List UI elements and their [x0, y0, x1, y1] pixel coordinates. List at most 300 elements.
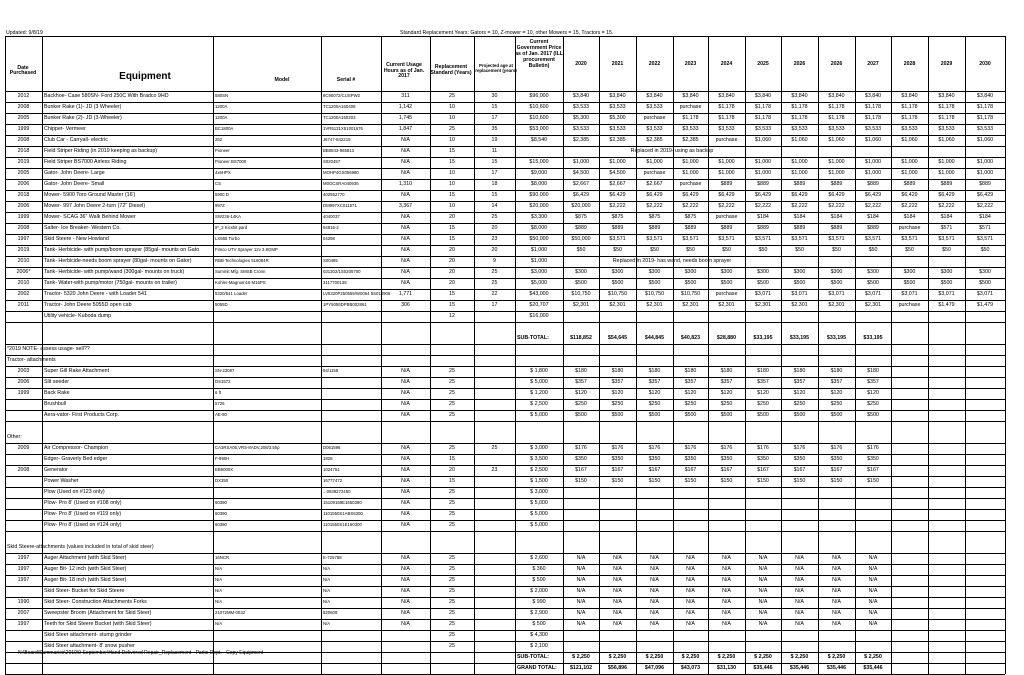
cell-year-4: purchase [715, 214, 738, 220]
header-year: 2030 [979, 61, 991, 67]
cell-year-5: $2,222 [754, 203, 772, 209]
cell-equipment: Slit seeder [44, 379, 70, 385]
cell-model: 6 ft [215, 390, 221, 395]
header-replacement: Replacement Standard (Years) [430, 64, 472, 76]
cell-year-8: $35,446 [863, 665, 883, 671]
cell-year-5: $250 [757, 401, 769, 407]
column-border [708, 36, 709, 674]
cell-projected: 25 [491, 445, 498, 451]
cell-replacement: 25 [449, 577, 455, 583]
cell-price: $ 2,000 [530, 588, 548, 594]
cell-equipment: Back Rake [44, 390, 70, 396]
cell-replacement: 25 [449, 390, 455, 396]
cell-equipment: Gator- John Deere- Small [44, 181, 105, 187]
cell-price: $16,000 [529, 313, 549, 319]
cell-year-6: $35,446 [789, 665, 810, 671]
cell-year-5: $6,429 [754, 192, 772, 198]
cell-year-0: $875 [575, 214, 587, 220]
table-row [0, 586, 1, 597]
cell-year-2: $300 [648, 269, 661, 275]
table-row [0, 399, 1, 410]
cell-year-4: $6,429 [718, 192, 735, 198]
cell-price: $20,707 [529, 302, 549, 308]
cell-equipment: Plow- Pro 8' (Used on #124 only) [44, 522, 122, 528]
cell-year-9: $3,571 [901, 236, 918, 242]
cell-year-0: N/A [576, 599, 586, 605]
cell-year-1: $50 [613, 247, 622, 253]
cell-year-7: $250 [830, 401, 843, 407]
cell-year-3: N/A [686, 621, 695, 627]
cell-projected: 15 [491, 104, 498, 110]
cell-serial: 8C90072/CUSPW2 [323, 93, 361, 98]
column-border [891, 36, 892, 674]
cell-replacement: 25 [449, 401, 455, 407]
cell-year-11: $50 [980, 247, 990, 253]
cell-serial: 15109169E1650390 [323, 500, 362, 505]
column-border [430, 36, 431, 674]
table-row [0, 190, 1, 201]
cell-year-4: $889 [720, 181, 733, 187]
cell-year-4: $1,000 [718, 170, 735, 176]
cell-price: $ 1,500 [530, 478, 548, 484]
cell-model: Kohler-Magnum16 M16PS [215, 280, 266, 285]
cell-year-1: $150 [611, 478, 624, 484]
cell-year-10: $1,479 [938, 302, 955, 308]
cell-year-7: $3,533 [828, 126, 845, 132]
cell-year-2: $3,840 [646, 93, 663, 99]
cell-year-2: $167 [648, 467, 661, 473]
cell-year-6: $357 [793, 379, 806, 385]
cell-date: 2006* [16, 269, 31, 275]
cell-year-5: $3,571 [754, 236, 772, 242]
cell-year-0: $250 [575, 401, 587, 407]
header-model: Model [274, 77, 290, 83]
cell-price: SUB-TOTAL: [517, 654, 549, 660]
cell-equipment: Super Gill Rake Attachment [44, 368, 110, 374]
cell-year-8: $50 [868, 247, 878, 253]
cell-serial: 1024751 [323, 467, 340, 472]
cell-projected: 15 [491, 192, 498, 198]
cell-year-7: $1,000 [828, 159, 845, 165]
cell-year-3: $176 [684, 445, 697, 451]
cell-replacement: 25 [449, 555, 455, 561]
table-row [0, 168, 1, 179]
table-row [0, 630, 1, 641]
cell-date: 2011 [17, 302, 30, 308]
cell-replacement: 10 [449, 203, 455, 209]
cell-year-1: $54,645 [607, 335, 628, 341]
cell-year-5: $500 [757, 412, 769, 418]
cell-year-9: $1,060 [901, 137, 918, 143]
cell-year-7: $ 2,250 [827, 654, 846, 660]
cell-year-8: $250 [867, 401, 879, 407]
cell-year-1: $357 [611, 379, 624, 385]
cell-year-7: $2,301 [828, 302, 845, 308]
cell-year-8: N/A [868, 621, 878, 627]
cell-date: 1997 [17, 236, 30, 242]
cell-serial: N/A [323, 599, 331, 604]
cell-date: 2008 [17, 104, 30, 110]
table-row [0, 663, 1, 674]
cell-date: 1997 [17, 566, 30, 572]
cell-serial: 94/1158 [323, 368, 339, 373]
cell-year-10: $3,071 [938, 291, 955, 297]
cell-year-10: $3,840 [938, 93, 955, 99]
cell-price: $53,000 [529, 126, 549, 132]
cell-year-11: $1,178 [976, 115, 994, 121]
table-row [0, 245, 1, 256]
cell-price: $ 360 [532, 566, 546, 572]
cell-year-11: $500 [979, 280, 991, 286]
cell-serial: 04298 [323, 236, 335, 241]
cell-year-3: N/A [686, 588, 695, 594]
cell-replacement: 25 [449, 566, 455, 572]
cell-price: $ 5,000 [530, 522, 548, 528]
cell-year-4: $1,000 [718, 159, 735, 165]
cell-year-9: $1,178 [901, 104, 918, 110]
cell-year-3: $ 2,250 [681, 654, 700, 660]
cell-year-4: N/A [722, 610, 731, 616]
cell-year-2: $ 2,250 [645, 654, 664, 660]
cell-equipment: Chipper- Vermeer [44, 126, 86, 132]
column-border [321, 36, 322, 674]
cell-year-8: $2,301 [864, 302, 882, 308]
cell-year-8: N/A [868, 599, 878, 605]
header-date: Date Purchased [9, 65, 37, 77]
cell-replacement: 25 [449, 445, 455, 451]
cell-equipment: Mower- SCAG 36" Walk Behind Mower [44, 214, 136, 220]
cell-year-1: $56,896 [607, 665, 628, 671]
cell-year-1: $120 [611, 390, 624, 396]
cell-year-7: $500 [830, 412, 843, 418]
cell-equipment: Skid Steer- Bucket for Skid Steere [44, 588, 125, 594]
cell-year-9: $3,840 [901, 93, 918, 99]
cell-serial: 94816-2 [323, 225, 339, 230]
cell-date: 2010 [17, 258, 30, 264]
cell-model: N/A [215, 588, 223, 593]
cell-price: $ 5,000 [530, 412, 548, 418]
table-row [0, 487, 1, 498]
cell-year-3: N/A [686, 599, 695, 605]
cell-projected: 25 [491, 280, 498, 286]
cell-year-7: $1,060 [828, 137, 845, 143]
cell-year-3: N/A [686, 610, 695, 616]
cell-year-11: $184 [979, 214, 991, 220]
cell-year-4: $3,840 [718, 93, 735, 99]
cell-year-7: $889 [830, 181, 843, 187]
cell-year-11: $3,071 [976, 291, 994, 297]
cell-year-2: $250 [648, 401, 661, 407]
cell-year-3: $300 [684, 269, 697, 275]
cell-date: 1999 [17, 214, 30, 220]
cell-projected: 17 [491, 302, 498, 308]
cell-replacement: 15 [449, 302, 455, 308]
cell-year-8: N/A [868, 555, 878, 561]
cell-year-2: $6,429 [646, 192, 663, 198]
cell-year-8: $500 [867, 412, 879, 418]
cell-equipment: Field Striper BS7000 Airless Riding [44, 159, 127, 165]
cell-year-6: $167 [793, 467, 806, 473]
cell-year-10: $300 [940, 269, 953, 275]
cell-year-1: $875 [611, 214, 624, 220]
cell-price: $1,000 [530, 258, 548, 264]
cell-model: N/A [215, 599, 223, 604]
table-row [0, 443, 1, 454]
cell-date: 2006 [17, 379, 30, 385]
cell-model: EB5000X [215, 467, 234, 472]
cell-year-6: $ 2,250 [790, 654, 809, 660]
cell-projected: 30 [491, 93, 498, 99]
cell-equipment: Brushbull [44, 401, 67, 407]
cell-year-7: $6,429 [828, 192, 845, 198]
cell-year-8: $180 [867, 368, 879, 374]
cell-year-7: N/A [832, 555, 841, 561]
cell-year-3: N/A [686, 566, 695, 572]
cell-model: 4x6HPX [215, 170, 231, 175]
cell-year-2: $3,571 [646, 236, 663, 242]
table-row [0, 102, 1, 113]
cell-year-9: $3,533 [901, 126, 918, 132]
cell-equipment: Auger Bit- 12 inch (with Skid Steer) [44, 566, 127, 572]
cell-projected: 19 [491, 137, 498, 143]
cell-usage: N/A [401, 137, 410, 143]
cell-year-0: $20,000 [571, 203, 591, 209]
cell-year-6: $250 [793, 401, 806, 407]
cell-year-9: $2,222 [901, 203, 918, 209]
cell-year-5: N/A [758, 555, 768, 561]
cell-year-2: $500 [648, 412, 661, 418]
table-row [0, 619, 1, 630]
table-row [0, 454, 1, 465]
cell-serial: N/A [323, 577, 331, 582]
cell-year-9: $50 [905, 247, 914, 253]
cell-year-1: $889 [611, 225, 624, 231]
cell-year-1: $3,533 [609, 126, 626, 132]
cell-equipment: Bunker Rake (1)- JD (3 Wheeler) [44, 104, 122, 110]
cell-model: BC1800A [215, 126, 234, 131]
cell-year-3: $10,750 [680, 291, 701, 297]
cell-year-1: $3,840 [609, 93, 626, 99]
cell-year-6: $300 [793, 269, 806, 275]
cell-date: 2019 [17, 247, 30, 253]
cell-price: $50,000 [529, 236, 549, 242]
cell-year-1: N/A [613, 610, 622, 616]
cell-replacement: 25 [449, 621, 455, 627]
cell-year-7: $50 [832, 247, 841, 253]
cell-year-5: $180 [757, 368, 769, 374]
section-note: Other: [7, 434, 22, 440]
cell-price: $ 1,800 [530, 368, 548, 374]
table-row [0, 597, 1, 608]
cell-year-8: $1,060 [864, 137, 882, 143]
cell-year-8: $ 2,250 [864, 654, 882, 660]
cell-serial: LV5320P250559/W0054 5S018906 [323, 291, 391, 296]
column-border [1005, 36, 1006, 674]
cell-year-10: $3,533 [938, 126, 955, 132]
cell-usage: N/A [401, 159, 410, 165]
cell-serial: 4040037 [323, 214, 340, 219]
cell-replacement: 20 [449, 269, 455, 275]
cell-year-0: $2,385 [572, 137, 590, 143]
cell-price: $ 2,500 [530, 467, 548, 473]
cell-projected: 18 [491, 181, 498, 187]
cell-year-4: N/A [722, 599, 731, 605]
table-row [0, 223, 1, 234]
cell-replacement: 10 [449, 115, 455, 121]
cell-date: 2008 [17, 225, 30, 231]
cell-price: $43,000 [529, 291, 549, 297]
cell-replacement: 25 [449, 93, 455, 99]
cell-usage: N/A [401, 401, 410, 407]
cell-year-1: N/A [613, 577, 622, 583]
cell-usage: N/A [401, 379, 410, 385]
cell-year-1: $167 [611, 467, 624, 473]
cell-usage: 1,847 [398, 126, 413, 132]
cell-year-11: $3,533 [976, 126, 994, 132]
column-border [855, 36, 856, 674]
cell-year-4: $180 [720, 368, 733, 374]
cell-equipment: Edger- Graverly Bed edger [44, 456, 108, 462]
cell-year-0: $ 2,250 [572, 654, 590, 660]
cell-year-5: $33,195 [753, 335, 773, 341]
cell-serial: M0OCSRA040936 [323, 181, 359, 186]
table-row [0, 278, 1, 289]
cell-year-10: $1,060 [938, 137, 955, 143]
cell-usage: 1,771 [398, 291, 413, 297]
cell-usage: N/A [401, 566, 410, 572]
cell-year-2: purchase [643, 115, 666, 121]
cell-year-8: $357 [867, 379, 879, 385]
cell-model: Pioneer BS7000 [215, 159, 247, 164]
cell-year-7: $167 [830, 467, 843, 473]
cell-year-8: $3,533 [864, 126, 882, 132]
cell-serial: TC1200A150203 [323, 115, 356, 120]
cell-model: N/A [215, 621, 223, 626]
cell-price: $ 5,000 [530, 379, 548, 385]
cell-year-3: $1,000 [682, 170, 699, 176]
cell-year-8: $3,571 [864, 236, 882, 242]
cell-year-11: $1,479 [976, 302, 994, 308]
cell-serial: 1828 [323, 456, 333, 461]
cell-serial: E-725788 [323, 555, 342, 560]
cell-price: $ 500 [532, 621, 546, 627]
cell-replacement: 10 [449, 137, 455, 143]
cell-model: LX565 Turbo [215, 236, 240, 241]
cell-year-2: $3,533 [646, 104, 663, 110]
cell-price: $90,000 [529, 192, 549, 198]
cell-serial: N/A [323, 588, 331, 593]
cell-date: 1990 [17, 599, 30, 605]
cell-year-7: N/A [832, 566, 841, 572]
cell-price: $ 3,500 [530, 456, 548, 462]
cell-projected: 25 [491, 214, 498, 220]
cell-year-8: $1,178 [864, 115, 882, 121]
cell-year-1: $300 [611, 269, 624, 275]
cell-year-2: $889 [648, 225, 661, 231]
footer-path: N:\Board\Summaries\2019\9 September\Hand Delivered Repair_Replacement - Parks Dept. - Copy Equipment [18, 650, 264, 656]
cell-year-5: $1,000 [754, 159, 772, 165]
cell-year-10: $1,000 [938, 170, 955, 176]
column-border [928, 36, 929, 674]
cell-price: $8,000 [530, 181, 548, 187]
cell-year-10: $571 [940, 225, 953, 231]
header-year: 2021 [611, 61, 624, 67]
cell-replacement: 15 [449, 225, 455, 231]
cell-year-6: $3,533 [791, 126, 808, 132]
cell-year-11: $889 [979, 181, 991, 187]
cell-projected: 23 [491, 236, 498, 242]
cell-year-7: $300 [830, 269, 843, 275]
cell-projected: 23 [491, 467, 498, 473]
cell-usage: N/A [401, 456, 410, 462]
cell-year-4: $31,130 [716, 665, 737, 671]
cell-equipment: Mower- 5900 Toro Ground Master (16') [44, 192, 136, 198]
cell-year-2: $50 [650, 247, 659, 253]
cell-year-5: $889 [757, 181, 769, 187]
cell-model: CA3RSA05,VRS-8ADV,208/3.5hp [215, 445, 280, 450]
table-row [0, 641, 1, 652]
cell-year-5: $500 [757, 280, 769, 286]
cell-year-6: N/A [795, 577, 804, 583]
cell-year-7: N/A [832, 588, 841, 594]
cell-usage: N/A [401, 247, 410, 253]
cell-year-3: $43,073 [680, 665, 701, 671]
cell-serial: 1VR5131X51001676 [323, 126, 363, 131]
cell-year-1: $3,533 [609, 104, 626, 110]
cell-year-9: $1,000 [901, 159, 918, 165]
cell-year-3: $350 [684, 456, 697, 462]
cell-year-4: N/A [722, 621, 731, 627]
cell-year-4: $3,533 [718, 126, 735, 132]
cell-year-1: $2,385 [609, 137, 626, 143]
cell-year-3: $40,823 [680, 335, 701, 341]
cell-year-6: N/A [795, 566, 804, 572]
header-price: Current Government Price as of Jan. 2017 (ILL procurement Bulletin) [515, 39, 563, 69]
cell-year-8: $120 [867, 390, 879, 396]
cell-projected: 22 [491, 291, 498, 297]
cell-replacement: 20 [449, 247, 455, 253]
cell-usage: N/A [401, 555, 410, 561]
cell-date: 1999 [17, 390, 30, 396]
cell-date: 2018 [17, 192, 30, 198]
cell-price: $9,000 [530, 170, 548, 176]
cell-year-11: $1,178 [976, 104, 994, 110]
cell-year-1: $500 [611, 412, 624, 418]
cell-year-7: $500 [830, 280, 843, 286]
cell-year-11: $571 [979, 225, 991, 231]
cell-year-5: $1,000 [754, 170, 772, 176]
cell-year-6: N/A [795, 555, 804, 561]
cell-model: CS [215, 181, 221, 186]
cell-year-8: $300 [867, 269, 879, 275]
cell-model: 60390 [215, 511, 227, 516]
cell-replacement: 15 [449, 478, 455, 484]
table-row [0, 553, 1, 564]
table-row [0, 311, 1, 322]
cell-equipment: Salter- Ice Breaker- Western Co. [44, 225, 121, 231]
cell-year-5: $184 [757, 214, 769, 220]
cell-year-6: $2,222 [791, 203, 808, 209]
cell-usage: N/A [401, 489, 410, 495]
cell-year-7: N/A [832, 610, 841, 616]
cell-year-4: $28,880 [716, 335, 737, 341]
cell-serial: 031302/1S0205700 [323, 269, 361, 274]
cell-usage: N/A [401, 280, 410, 286]
cell-year-0: $120 [575, 390, 587, 396]
cell-model: SN-23087 [215, 368, 235, 373]
cell-replacement: 25 [449, 643, 455, 649]
cell-model: DX350 [215, 478, 229, 483]
